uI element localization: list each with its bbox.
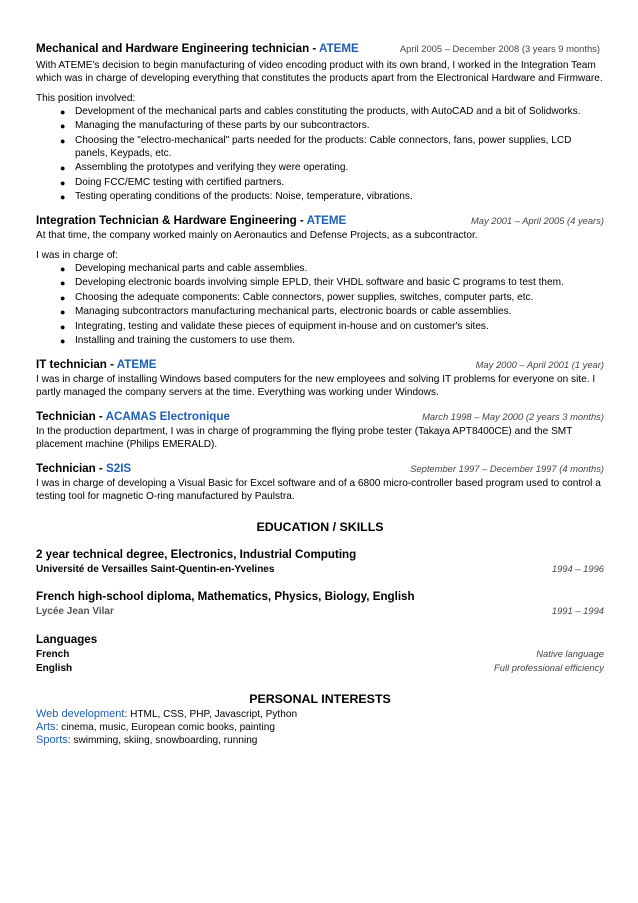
education-row [36, 563, 604, 577]
job-entry [36, 42, 604, 204]
job-description: At that time, the company worked mainly on Aeronautics and Defense Projects, as a subcontractor. [36, 230, 478, 242]
bullet-icon: ● [60, 106, 66, 117]
bullet-icon: ● [60, 135, 66, 146]
interest-category: Arts [36, 720, 56, 733]
job-description: With ATEME's decision to begin manufacturing of video encoding product with its own brand, I worked in the Integration Team which was in charge of developing everything that constitutes the products apart from the Electronical Hardware and Firmware. [36, 60, 603, 84]
employer-name: S2IS [106, 461, 132, 475]
language-name: English [36, 662, 73, 674]
bullet-icon: ● [60, 263, 66, 274]
job-title: Technician - ACAMAS Electronique [36, 410, 230, 424]
list-item: ● Testing operating conditions of the products: Noise, temperature, vibrations. [60, 191, 413, 203]
bullet-icon: ● [60, 121, 66, 132]
interest-items: : HTML, CSS, PHP, Javascript, Python [124, 708, 298, 720]
job-bullets [36, 106, 604, 204]
bullet-icon: ● [60, 163, 66, 174]
language-level: Full professional efficiency [494, 661, 604, 673]
education-years: 1991 – 1994 [551, 604, 604, 616]
interests-list [36, 708, 604, 747]
employer-name: ATEME [306, 214, 347, 228]
job-description: In the production department, I was in charge of programming the flying probe tester (Takaya APT8400CE) and the SMT placement machine (Philips EMERALD). [36, 426, 573, 450]
job-intro: I was in charge of: [36, 249, 118, 261]
bullet-icon: ● [60, 192, 66, 203]
list-item: ● Developing mechanical parts and cable assemblies. [60, 262, 308, 274]
education-heading: EDUCATION / SKILLS [256, 519, 384, 534]
employer-name: ATEME [116, 358, 157, 372]
job-entry [36, 358, 604, 400]
list-item: ● Managing subcontractors manufacturing mechanical parts, electronic boards or cable assemblies. [60, 306, 512, 318]
bullet-icon: ● [60, 336, 66, 347]
education-entry [36, 590, 604, 619]
job-header [36, 42, 604, 57]
interest-row [36, 734, 604, 747]
job-entry [36, 214, 604, 348]
job-title: Mechanical and Hardware Engineering technician - ATEME [36, 42, 359, 55]
bullet-icon: ● [60, 292, 66, 303]
language-row [36, 662, 604, 676]
job-description: I was in charge of installing Windows based computers for the new employees and solving IT problems for everyone on site. I partly managed the company servers at the time. Everything was working under Windows. [36, 374, 596, 399]
list-item: ● Integrating, testing and validate these pieces of equipment in-house and on customer's sites. [60, 320, 489, 332]
languages-title: Languages [36, 632, 98, 646]
job-dates: May 2001 – April 2005 (4 years) [470, 215, 604, 227]
languages-block [36, 633, 604, 676]
employer-name: ATEME [319, 42, 359, 55]
education-row [36, 605, 604, 619]
list-item: ● Managing the manufacturing of these parts by our subcontractors. [60, 120, 370, 132]
education-entry [36, 548, 604, 577]
language-level: Native language [536, 647, 604, 659]
list-item: ● Development of the mechanical parts and cables constituting the products, with AutoCAD and a bit of Solidworks. [60, 105, 581, 117]
list-item: ● Developing electronic boards involving simple EPLD, their VHDL software and basic C programs to test them. [60, 277, 564, 289]
employer-name: ACAMAS Electronique [105, 410, 230, 424]
language-name: French [36, 648, 70, 660]
interest-items: : swimming, skiing, snowboarding, running [67, 734, 258, 746]
job-bullets [36, 263, 604, 348]
education-years: 1994 – 1996 [551, 562, 604, 574]
bullet-icon: ● [60, 321, 66, 332]
interest-category: Sports [36, 733, 68, 746]
job-title: Integration Technician & Hardware Engineering - ATEME [36, 214, 347, 228]
job-header [36, 410, 604, 425]
interest-row [36, 708, 604, 721]
job-title: Technician - S2IS [36, 461, 132, 475]
interest-items: : cinema, music, European comic books, painting [55, 721, 275, 733]
language-row [36, 648, 604, 662]
job-dates: April 2005 – December 2008 (3 years 9 months) [399, 43, 600, 54]
list-item: ● Assembling the prototypes and verifying they were operating. [60, 162, 349, 174]
degree-title: French high-school diploma, Mathematics, Physics, Biology, English [36, 589, 415, 603]
job-dates: March 1998 – May 2000 (2 years 3 months) [422, 411, 604, 423]
list-item: ● Choosing the "electro-mechanical" parts needed for the products: Cable connectors, fans, power supplies, LCD panels, Keypads, etc. [60, 134, 572, 159]
degree-title: 2 year technical degree, Electronics, Industrial Computing [36, 547, 357, 561]
job-header [36, 462, 604, 477]
job-description: I was in charge of developing a Visual Basic for Excel software and of a 6800 micro-controller based program used to control a testing tool for magnetic O-ring manufactured by Paulstra. [36, 477, 601, 502]
job-dates: May 2000 – April 2001 (1 year) [475, 359, 604, 371]
interest-category: Web development [36, 707, 125, 720]
school-name: Lycée Jean Vilar [36, 605, 114, 617]
school-name: Université de Versailles Saint-Quentin-en-Yvelines [36, 563, 275, 575]
list-item: ● Doing FCC/EMC testing with certified partners. [60, 176, 285, 188]
interests-heading: PERSONAL INTERESTS [249, 691, 391, 706]
job-header [36, 358, 604, 373]
resume-page [36, 40, 604, 747]
job-entry [36, 462, 604, 504]
bullet-icon: ● [60, 177, 66, 188]
job-header [36, 214, 604, 229]
bullet-icon: ● [60, 278, 66, 289]
bullet-icon: ● [60, 307, 66, 318]
interest-row [36, 721, 604, 734]
list-item: ● Choosing the adequate components: Cable connectors, power supplies, switches, computer parts, etc. [60, 291, 534, 303]
job-dates: September 1997 – December 1997 (4 months) [410, 462, 604, 474]
job-title: IT technician - ATEME [36, 358, 157, 372]
job-intro: This position involved: [36, 92, 136, 104]
job-entry [36, 410, 604, 452]
list-item: ● Installing and training the customers to use them. [60, 335, 295, 347]
